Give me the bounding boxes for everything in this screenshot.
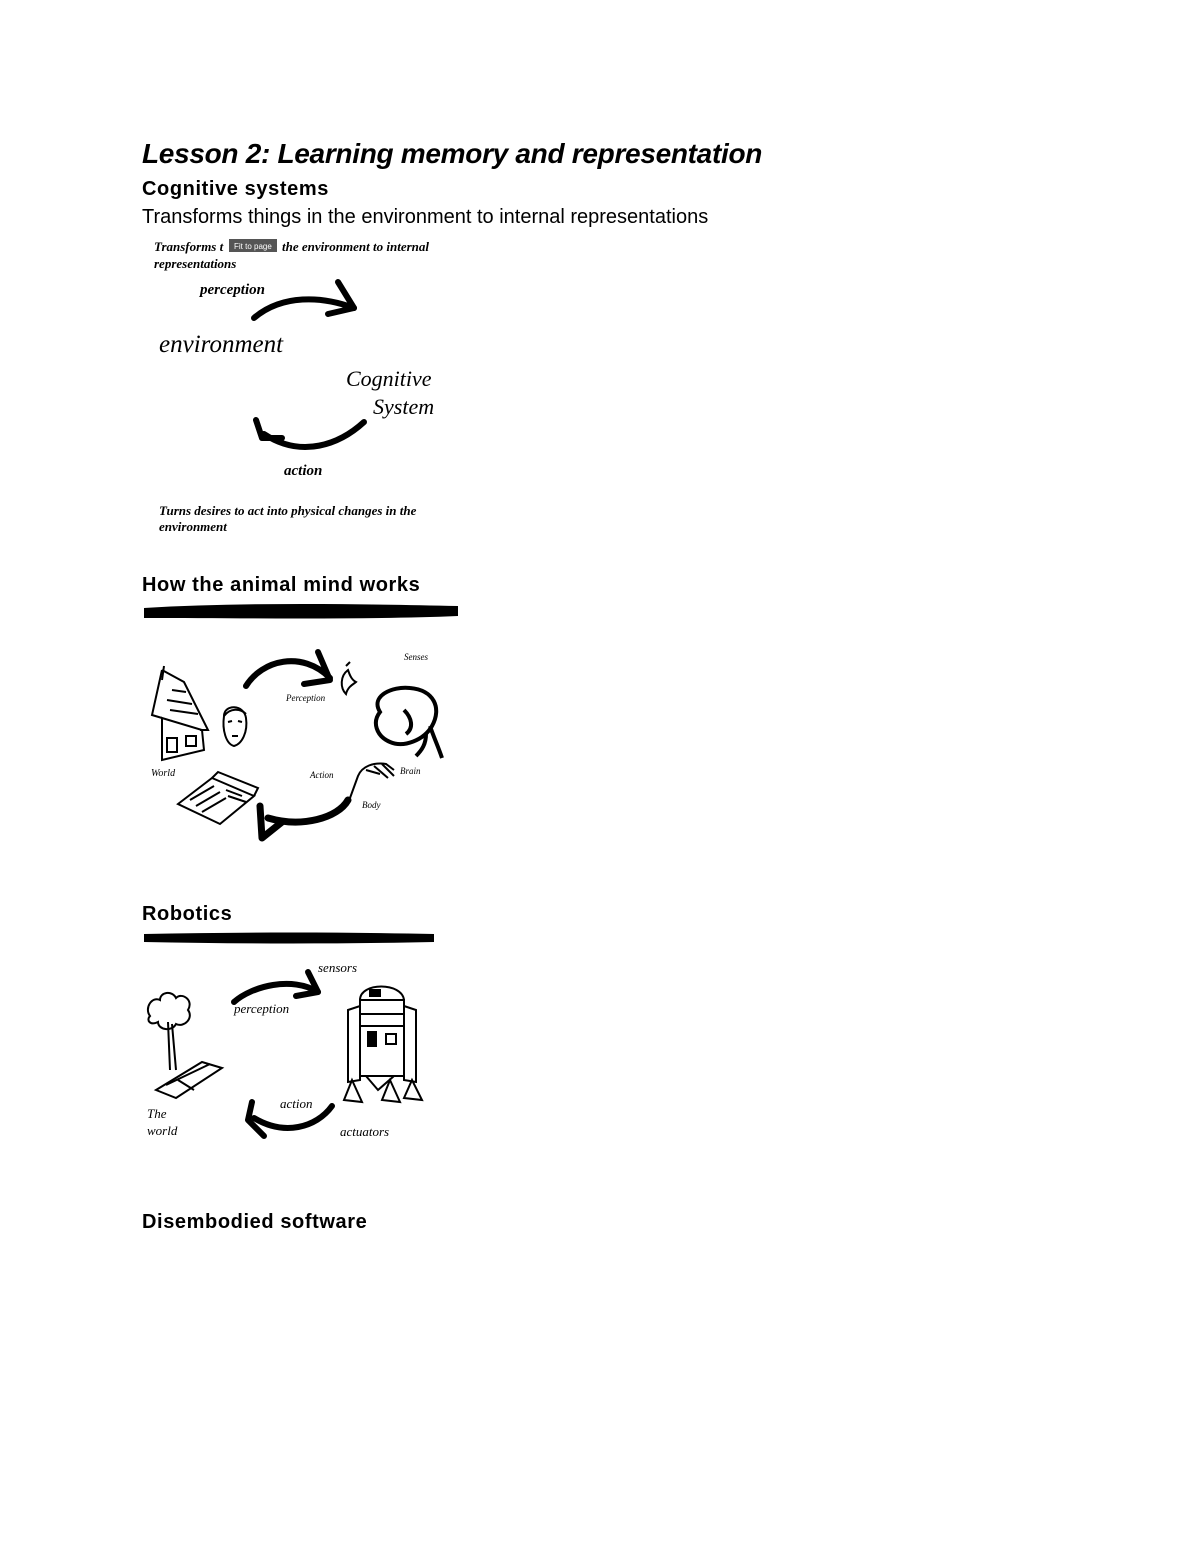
- heading-disembodied-software: Disembodied software: [142, 1211, 368, 1233]
- fig1-bottom-caption-1: Turns desires to act into physical changes in the: [159, 503, 417, 518]
- fig3-the-label: The: [147, 1106, 167, 1121]
- action-arrow-icon: [260, 800, 348, 838]
- perception-arrow-icon: [246, 652, 330, 686]
- fig2-action-label: Action: [310, 770, 334, 780]
- fig3-world-label: world: [147, 1123, 178, 1138]
- animal-mind-diagram: [142, 600, 462, 850]
- fig2-perception-label: Perception: [286, 693, 326, 703]
- lesson-title: Lesson 2: Learning memory and representation: [142, 138, 763, 169]
- fig1-bottom-caption-2: environment: [159, 519, 227, 534]
- fig3-actuators-label: actuators: [340, 1124, 390, 1139]
- person-face-icon: [223, 707, 246, 746]
- fig1-perception-label: perception: [200, 282, 265, 298]
- fig3-action-label: action: [280, 1096, 313, 1111]
- header-brush-stroke: [144, 604, 458, 619]
- tree-icon: [148, 993, 222, 1098]
- fig3-perception-label: perception: [234, 1001, 290, 1016]
- fig1-cognitive-label: Cognitive: [346, 366, 432, 391]
- fig2-brain-label: Brain: [400, 766, 421, 776]
- heading-animal-mind: How the animal mind works: [142, 574, 421, 596]
- robotics-diagram: [142, 930, 442, 1145]
- fig1-environment-label: environment: [159, 331, 284, 358]
- fig1-caption-part3: representations: [154, 256, 237, 271]
- book-icon: [178, 772, 258, 824]
- fig1-caption-part2: the environment to internal: [282, 239, 429, 254]
- fig1-action-label: action: [284, 463, 323, 479]
- perception-arrow-icon: [254, 282, 354, 318]
- heading-cognitive-systems: Cognitive systems: [142, 178, 329, 200]
- perception-arrow-icon: [234, 972, 318, 1002]
- action-arrow-icon: [256, 420, 364, 447]
- fig2-senses-label: Senses: [404, 652, 428, 662]
- fig2-world-label: World: [151, 768, 176, 779]
- cognitive-system-diagram: [142, 234, 462, 539]
- eye-icon: [342, 662, 356, 694]
- header-brush-stroke: [144, 933, 434, 944]
- heading-robotics: Robotics: [142, 903, 233, 925]
- fig2-body-label: Body: [362, 800, 381, 810]
- cognitive-systems-description: Transforms things in the environment to internal representations: [142, 206, 709, 228]
- fig1-system-label: System: [373, 394, 435, 419]
- fig1-caption-part1: Transforms t: [154, 239, 224, 254]
- fit-to-page-tooltip-label: Fit to page: [234, 242, 272, 251]
- hand-icon: [350, 764, 394, 799]
- brain-icon: [376, 688, 442, 758]
- fig3-sensors-label: sensors: [318, 960, 358, 975]
- robot-icon: [344, 987, 422, 1103]
- house-icon: [152, 666, 208, 760]
